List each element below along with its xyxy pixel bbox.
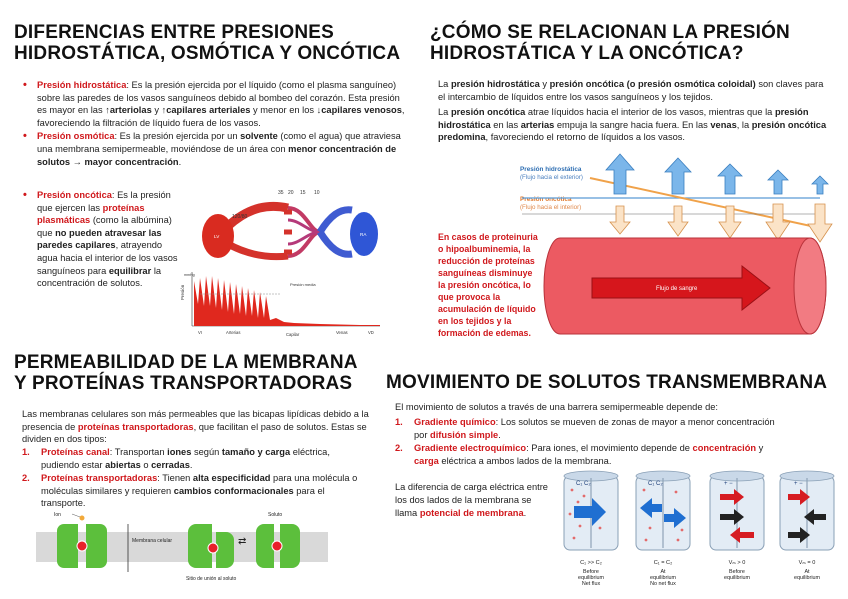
down-arrow-icon	[808, 204, 832, 242]
cylinder-2-condition: C₁ = C₂	[653, 560, 673, 566]
cylinder-4	[776, 468, 838, 594]
text: : Es la presión ejercida por el líquido (como el plasma sanguíneo) sobre las paredes de los vasos sanguíneos debido al bombeo del corazón. Esta presión es mayor en las	[37, 80, 400, 116]
y-axis-label: Presión	[180, 284, 185, 300]
highlight-text: carga	[414, 455, 439, 466]
item-proteinas-canal	[22, 446, 368, 471]
q2-paragraph-2	[438, 106, 832, 144]
arrow-up-icon: ↑	[105, 105, 110, 116]
status-line: Net flux	[581, 581, 601, 588]
text: para el transporte.	[41, 485, 325, 509]
cylinder-2	[632, 468, 694, 594]
text: .	[189, 459, 193, 470]
x-label-vd: VD	[368, 330, 374, 335]
arrow-up-icon: ↑	[161, 105, 167, 116]
cylinder-4-status	[776, 569, 838, 581]
q2-paragraph-1	[438, 78, 832, 103]
term-gradiente-electroquimico: Gradiente electroquímico	[414, 443, 527, 454]
term-gradiente-quimico: Gradiente químico	[414, 417, 496, 427]
text: , la	[736, 119, 752, 130]
q2-title-line1: ¿CÓMO SE RELACIONAN LA PRESIÓN	[430, 22, 790, 43]
x-label-vi: VI	[198, 330, 202, 335]
x-label-venas: Venas	[336, 330, 348, 335]
bold-text: venas	[710, 119, 737, 130]
highlight-text: proteínas transportadoras	[77, 421, 194, 432]
list-number: 2.	[395, 443, 403, 454]
y-axis-unit: mmHg	[184, 273, 195, 277]
text: , favoreciendo la filtración de líquido fuera de los vasos.	[37, 105, 405, 128]
text: Las membranas celulares son más permeables que las bicapas lipídicas debido a la presencia de	[22, 409, 369, 432]
bold-text: abiertas	[105, 459, 141, 470]
q1-title-line2: HIDROSTÁTICA, OSMÓTICA Y ONCÓTICA	[14, 43, 401, 64]
bold-text: capilares arteriales	[166, 105, 251, 116]
text: son claves para el intercambio de líquidos entre los vasos sanguíneos y los tejidos.	[438, 79, 824, 102]
list-item	[22, 189, 178, 290]
cylinder-top-label: C₁ C₂	[576, 481, 591, 487]
bold-text: presión hidrostática	[450, 79, 540, 89]
cylinder-1	[560, 468, 622, 594]
bullet-presion-osmotica	[22, 130, 406, 168]
q1-title-line1: DIFERENCIAS ENTRE PRESIONES	[14, 22, 335, 43]
cylinder-top-label: C₁ C₂	[648, 481, 663, 487]
text: .	[523, 507, 527, 518]
pressure-label-20: 20	[288, 190, 294, 196]
item-gradiente-electroquimico	[395, 442, 789, 467]
term-transportadoras: Proteínas transportadoras	[41, 473, 158, 484]
cylinder-1-condition: C₁ >> C₂	[580, 560, 602, 566]
q3-list	[22, 446, 368, 511]
text: : Para iones, el movimiento depende de	[526, 443, 693, 454]
bold-text: solvente	[240, 131, 278, 142]
up-arrow-icon	[665, 158, 691, 194]
pressure-label-10: 10	[314, 190, 320, 196]
text: empuja la sangre hacia fuera. En las	[554, 119, 711, 130]
down-arrow-icon	[610, 206, 630, 234]
bold-text: arterias	[520, 119, 555, 130]
text: la concentración de solutos.	[37, 265, 162, 289]
bullet-presion-oncotica	[22, 189, 178, 291]
pressure-label-35: 35	[278, 190, 284, 196]
legend-onco-title: Presión oncótica	[520, 196, 572, 203]
text: : Es la presión que ejercen las	[37, 190, 171, 213]
cylinder-1-status	[560, 569, 622, 588]
highlight-text: potencial de membrana	[419, 507, 524, 518]
q3-title-line2: Y PROTEÍNAS TRANSPORTADORAS	[14, 373, 353, 394]
text: según	[191, 447, 222, 457]
text: .	[498, 429, 501, 440]
cylinder-3-graphic	[706, 468, 768, 558]
text: : Transportan	[109, 447, 168, 457]
cylinder-4-condition: Vₘ = 0	[798, 560, 816, 566]
bold-text: no pueden atravesar las paredes capilares	[37, 227, 162, 251]
arrow-down-icon: ↓	[316, 105, 322, 116]
up-arrow-icon	[768, 170, 788, 194]
text: o	[140, 459, 152, 470]
up-arrow-icon	[812, 176, 828, 194]
membrane-label: Membrana celular	[132, 538, 173, 544]
q2-title-line2: HIDROSTÁTICA Y LA ONCÓTICA?	[430, 43, 744, 64]
status-line: Before	[729, 569, 745, 575]
text: La	[438, 79, 451, 89]
q3-title-line1: PERMEABILIDAD DE LA MEMBRANA	[14, 352, 358, 373]
term-oncotica: Presión oncótica	[37, 190, 112, 200]
text: La	[438, 107, 451, 117]
status-line: At	[804, 569, 810, 575]
text: y	[756, 443, 764, 454]
cylinder-3-status	[706, 569, 768, 581]
cylinder-top-label: + −	[794, 481, 803, 487]
text: (como el agua) que atraviesa una membrana semipermeable, moviéndose de un área con	[37, 131, 401, 154]
status-line: equilibrium	[723, 575, 751, 582]
pressure-graph	[192, 272, 380, 326]
status-line: At	[660, 569, 666, 575]
legend-hidro-sub: (Flujo hacia el exterior)	[520, 174, 583, 181]
bold-text: presión hidrostática	[438, 107, 809, 130]
q3-title	[14, 352, 414, 394]
cylinder-2-status	[632, 569, 694, 588]
bold-text: capilares venosos	[321, 105, 402, 116]
term-osmotica: Presión osmótica	[37, 131, 115, 142]
highlight-text: proteínas plasmáticas	[37, 202, 145, 226]
cylinder-3-condition: Vₘ > 0	[728, 560, 746, 566]
text: : Tienen	[157, 473, 193, 484]
binding-site-label: Sitio de unión al soluto	[186, 576, 237, 582]
carrier-protein-open	[188, 524, 234, 568]
bold-text: iones	[167, 447, 192, 457]
term-hidrostatica: Presión hidrostática	[37, 80, 127, 90]
membrane-potential-note	[395, 481, 549, 519]
ion-marker-icon	[80, 516, 85, 521]
solute-cylinders	[560, 468, 842, 594]
highlight-text: concentración	[692, 443, 757, 454]
q2-title	[430, 22, 840, 64]
text: , atrayendo agua hacia el interior de los vasos sanguíneos para	[37, 240, 178, 276]
legend-onco-sub: (Flujo hacia el interior)	[520, 204, 582, 211]
q4-intro: El movimiento de solutos a través de una barrera semipermeable depende de:	[395, 402, 718, 412]
bold-text: alta especificidad	[192, 473, 271, 484]
vessel-exchange-diagram	[520, 150, 840, 336]
item-proteinas-transportadoras	[22, 472, 368, 510]
legend-hidro-title: Presión hidrostática	[520, 166, 582, 173]
ra-label: RA	[360, 232, 367, 237]
text: : Los solutos se mueven de zonas de mayor a menor concentración por	[414, 417, 775, 440]
q4-title: MOVIMIENTO DE SOLUTOS TRANSMEMBRANA	[386, 372, 828, 393]
list-number: 2.	[22, 473, 30, 484]
cylinder-1-graphic	[560, 468, 622, 558]
down-arrow-icon	[766, 204, 790, 240]
bold-text: arteriolas	[109, 105, 152, 116]
status-line: equilibrium	[793, 575, 821, 582]
q1-title	[14, 22, 414, 64]
proteinuria-note: En casos de proteinuria o hipoalbuminemia, la reducción de proteínas sanguíneas disminuye la presión oncótica, lo que provoca la acumulación de líquido en los tejidos y la formación de edemas.	[438, 232, 538, 338]
mean-pressure-label: Presión media	[290, 282, 316, 287]
bold-text: equilibrar	[108, 265, 152, 276]
text: , que facilitan el paso de solutos. Estas se dividen en dos tipos:	[22, 421, 367, 445]
text: y	[151, 105, 162, 116]
up-arrow-icon	[718, 164, 742, 194]
text: atrae líquidos hacia el interior de los vasos, mientras que la	[525, 107, 775, 117]
ion-dot	[77, 541, 87, 551]
text: para una molécula o moléculas similares y requieren	[41, 473, 358, 496]
term-canal: Proteínas canal	[41, 447, 110, 457]
lv-label: LV	[214, 234, 220, 239]
bold-text: tamaño y carga	[221, 447, 291, 457]
status-line: equilibrium	[577, 575, 605, 582]
bold-text: presión oncótica predomina	[438, 119, 827, 143]
text: : Es la presión ejercida por un	[114, 131, 241, 142]
q1-content	[22, 79, 406, 169]
ion-label: Ion	[54, 512, 61, 518]
pressure-label-120-80: 120/80	[232, 214, 248, 220]
cylinder-4-graphic	[776, 468, 838, 558]
x-label-capilar: Capilar	[286, 332, 300, 337]
text: eléctrica, pudiendo estar	[41, 447, 330, 470]
bold-text: presión oncótica	[450, 107, 526, 117]
list-number: 1.	[395, 417, 403, 427]
highlight-text: difusión simple	[430, 429, 499, 440]
item-gradiente-quimico	[395, 416, 789, 441]
bold-text: presión oncótica (o presión osmótica coloidal)	[549, 79, 756, 89]
text: , favoreciendo el retorno de líquidos a los vasos.	[485, 132, 686, 143]
vessel-flow-label: Flujo de sangre	[656, 286, 698, 292]
status-line: equilibrium	[649, 575, 677, 582]
blood-vessel	[544, 238, 826, 334]
text: en las	[490, 119, 521, 130]
text: y menor en los	[250, 105, 317, 116]
cylinder-top-label: + −	[724, 481, 733, 487]
down-arrow-icon	[668, 206, 688, 236]
bold-text: cambios conformacionales	[173, 485, 294, 496]
pressure-label-15: 15	[300, 190, 306, 196]
membrane-proteins-figure	[36, 510, 328, 584]
soluto-label: Soluto	[268, 512, 283, 518]
circulation-pressure-figure	[180, 186, 390, 338]
up-arrow-icon	[606, 154, 634, 194]
cylinder-3	[706, 468, 768, 594]
text: La diferencia de carga eléctrica entre los dos lados de la membrana se llama	[395, 482, 548, 518]
text: eléctrica a ambos lados de la membrana.	[438, 455, 612, 466]
text: y	[539, 79, 550, 89]
cylinder-2-graphic	[632, 468, 694, 558]
text: .	[178, 156, 182, 167]
list-number: 1.	[22, 447, 30, 457]
bullet-presion-hidrostatica	[22, 79, 406, 129]
x-label-arterias: Arterias	[226, 330, 241, 335]
status-line: Before	[583, 569, 599, 575]
bold-text: cerradas	[151, 459, 190, 470]
status-line: No net flux	[650, 581, 676, 588]
text: (como la albúmina) que	[37, 215, 172, 238]
equilibrium-arrows-icon: ⇄	[238, 536, 247, 547]
q3-intro	[22, 408, 374, 446]
q4-list	[395, 416, 789, 468]
bold-text: menor concentración de solutos → mayor concentración	[37, 143, 397, 167]
